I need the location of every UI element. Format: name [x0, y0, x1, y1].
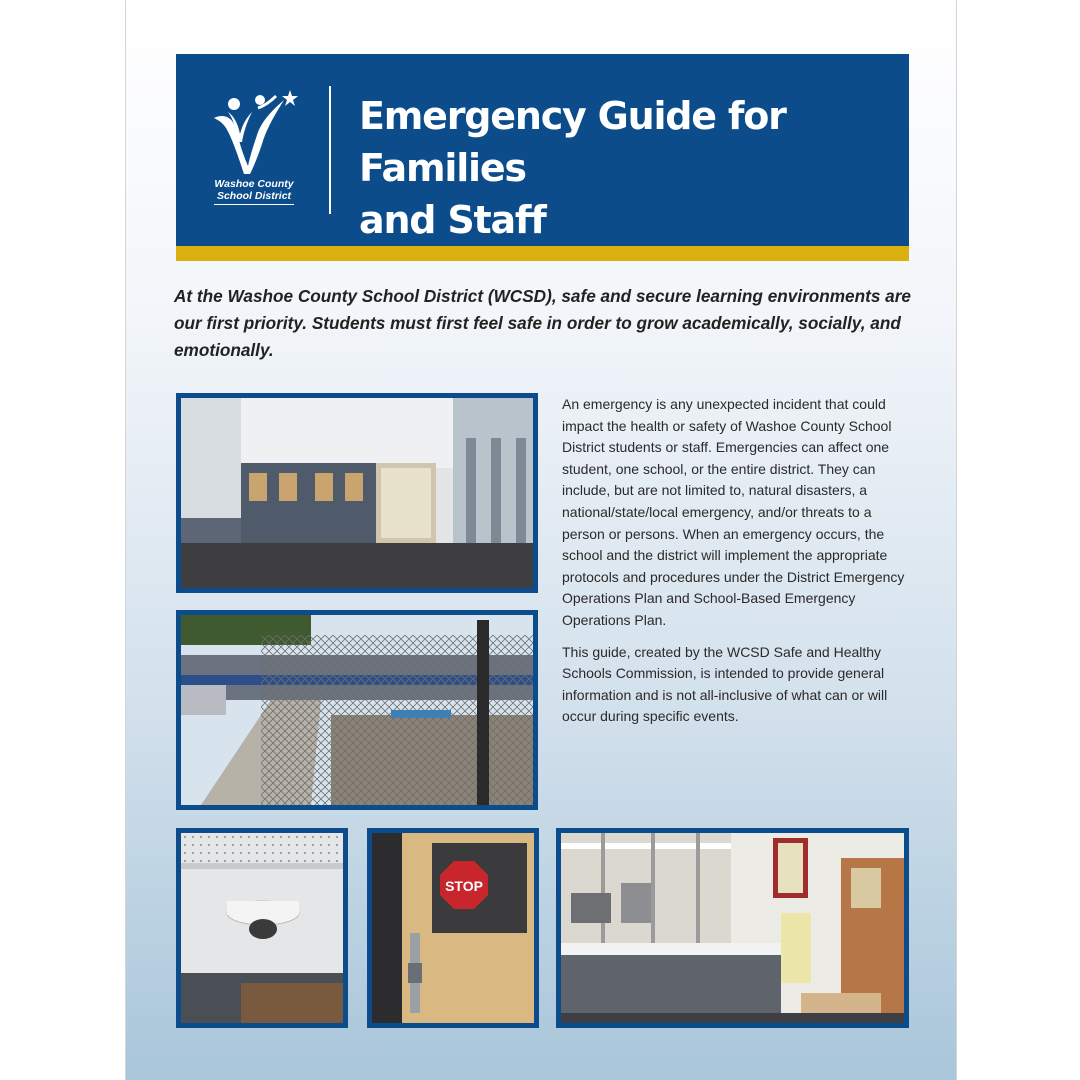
- page-title: [359, 90, 899, 246]
- district-name-line2: School District: [216, 190, 292, 202]
- photo-office-reception: [556, 828, 909, 1028]
- body-text: [562, 394, 914, 738]
- header-divider: [329, 86, 331, 214]
- logo-underline: [214, 204, 294, 205]
- gold-accent-bar: [176, 246, 909, 261]
- photo-hallway-doors: [176, 393, 538, 593]
- intro-statement: At the Washoe County School District (WCSD), safe and secure learning environments are our first priority. Students must first feel safe in order to grow academically, socially, and emotionally.: [174, 286, 911, 360]
- photo-stop-sign-door: [367, 828, 539, 1028]
- district-logo: [204, 86, 304, 216]
- body-paragraph-2: This guide, created by the WCSD Safe and Healthy Schools Commission, is intended to provide general information and is not all-inclusive of what can or will occur during specific events.: [562, 643, 888, 725]
- header-banner: [176, 54, 909, 246]
- page-title-line1: Emergency Guide for Families: [359, 94, 786, 190]
- district-name-line1: Washoe County: [214, 178, 294, 190]
- district-logo-icon: [204, 86, 304, 178]
- photo-security-camera: [176, 828, 348, 1028]
- body-paragraph-1: An emergency is any unexpected incident that could impact the health or safety of Washoe County School District students or staff. Emergencies can affect one student, one school, or the entire district. They can include, but are not limited to, natural disasters, a national/state/local emergency, and/or threats to a person or persons. When an emergency occurs, the school and the district will implement the appropriate protocols and procedures under the District Emergency Operations Plan and School-Based Emergency Operations Plan.: [562, 396, 905, 628]
- stop-sign-text: STOP: [445, 878, 483, 894]
- photo-chain-link-fence: [176, 610, 538, 810]
- document-page: [125, 0, 957, 1080]
- district-name: [204, 178, 304, 202]
- page-title-line2: and Staff: [359, 198, 546, 242]
